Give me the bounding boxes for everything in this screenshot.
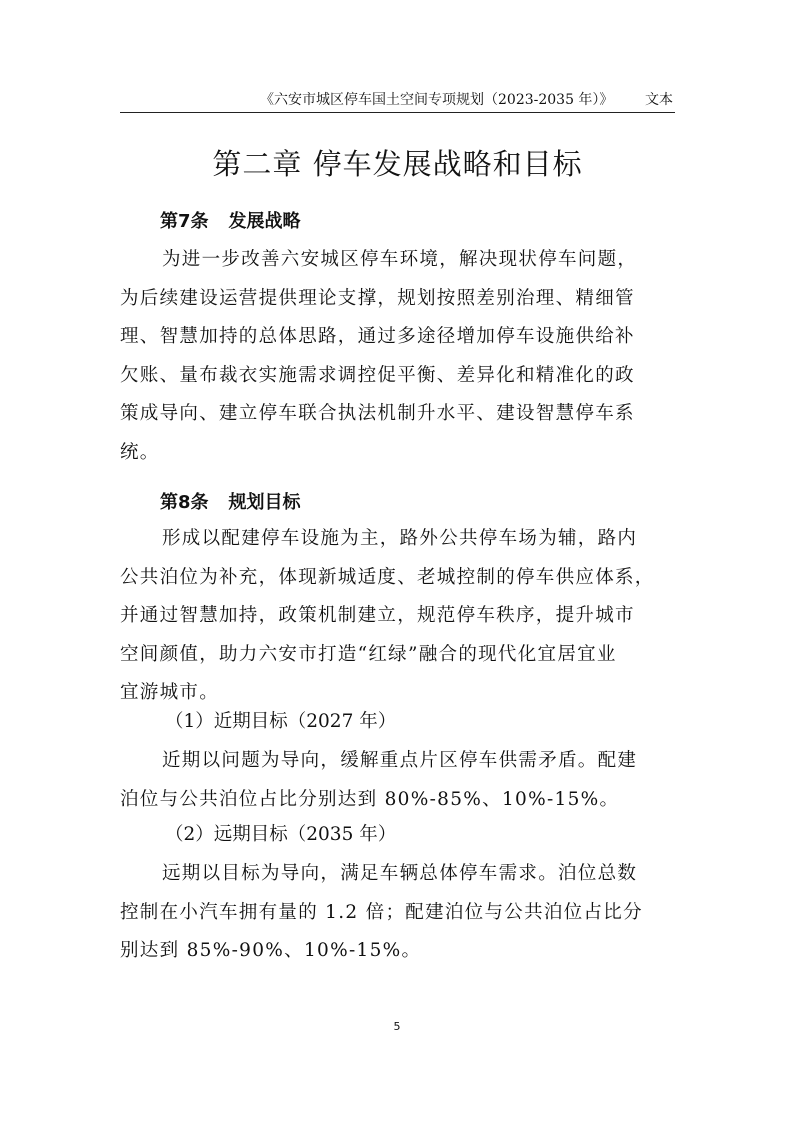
article-7-heading: [160, 207, 301, 237]
paragraph-line: 空间颜值，助力六安市打造“红绿”融合的现代化宜居宜业: [120, 643, 617, 665]
page-number: 5: [393, 1020, 401, 1033]
article-number: 第8条: [160, 492, 209, 513]
paragraph-line: 远期以目标为导向，满足车辆总体停车需求。泊位总数: [162, 863, 638, 884]
article-8-heading: [160, 488, 301, 518]
page-header: [120, 88, 675, 113]
article-8-paragraph: [120, 520, 680, 713]
article-title: 发展战略: [228, 211, 301, 232]
near-term-paragraph: [120, 742, 680, 819]
paragraph-line: 欠账、量布裁衣实施需求调控促平衡、差异化和精准化的政: [120, 364, 635, 386]
chapter-title: 第二章 停车发展战略和目标: [212, 147, 583, 181]
paragraph-line: 理、智慧加持的总体思路，通过多途径增加停车设施供给补: [120, 326, 635, 347]
paragraph-line: 统。: [120, 441, 160, 463]
long-term-heading: （2）远期目标（2035 年）: [165, 824, 397, 845]
paragraph-line: 别达到 85%-90%、10%-15%。: [120, 940, 422, 961]
article-number: 第7条: [160, 211, 209, 232]
paragraph-line: 近期以问题为导向，缓解重点片区停车供需矛盾。配建: [162, 750, 638, 771]
article-7-paragraph: [120, 241, 680, 472]
paragraph-line: 策成导向、建立停车联合执法机制升水平、建设智慧停车系: [120, 403, 635, 424]
article-title: 规划目标: [228, 492, 301, 513]
paragraph-line: 为进一步改善六安城区停车环境，解决现状停车问题，: [162, 249, 638, 270]
paragraph-line: 形成以配建停车设施为主，路外公共停车场为辅，路内: [162, 528, 638, 549]
paragraph-line: 泊位与公共泊位占比分别达到 80%-85%、10%-15%。: [120, 788, 620, 810]
paragraph-line: 控制在小汽车拥有量的 1.2 倍；配建泊位与公共泊位占比分: [120, 901, 643, 923]
paragraph-line: 公共泊位为补充，体现新城适度、老城控制的停车供应体系，: [120, 566, 655, 588]
paragraph-line: 并通过智慧加持，政策机制建立，规范停车秩序，提升城市: [120, 605, 635, 626]
document-title: 《六安市城区停车国土空间专项规划（2023-2035 年）》: [260, 92, 614, 108]
section-label: 文本: [645, 92, 673, 108]
paragraph-line: 为后续建设运营提供理论支撑，规划按照差别治理、精细管: [120, 287, 635, 309]
paragraph-line: 宜游城市。: [120, 682, 220, 703]
near-term-heading: （1）近期目标（2027 年）: [165, 711, 397, 732]
long-term-paragraph: [120, 855, 680, 971]
